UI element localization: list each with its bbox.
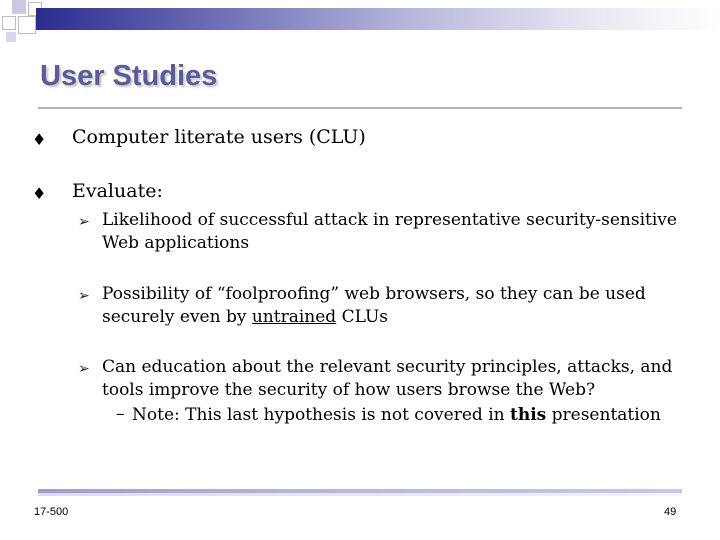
sub-item (102, 209, 682, 255)
course-number: 17-500 (34, 506, 69, 518)
sub-item-line: Web applications (102, 233, 250, 253)
bullet-text: Evaluate: (72, 180, 163, 202)
underlined-word: untrained (251, 307, 337, 327)
decorative-square (18, 16, 36, 34)
arrow-bullet-icon: ➢ (78, 361, 90, 377)
sub-item (102, 283, 682, 329)
note-prefix: Note: This last hypothesis is not covered in (132, 405, 510, 425)
decorative-square (6, 32, 16, 42)
arrow-bullet-icon: ➢ (78, 288, 90, 304)
page-number: 49 (664, 506, 677, 518)
sub-item-text: securely even by (102, 307, 252, 327)
note-emphasis: this (509, 405, 547, 425)
note-text (132, 404, 692, 427)
decorative-square (2, 16, 16, 30)
sub-item-text: CLUs (336, 307, 389, 327)
diamond-bullet-icon: ♦ (32, 184, 47, 203)
dash-bullet: – (116, 404, 125, 424)
note-suffix: presentation (546, 405, 661, 425)
footer-divider-shadow (38, 493, 682, 496)
diamond-bullet-icon: ♦ (32, 130, 47, 149)
sub-item-line: Likelihood of successful attack in representative security-sensitive (102, 210, 677, 230)
sub-item-line (102, 306, 682, 329)
sub-item-line: tools improve the security of how users browse the Web? (102, 380, 596, 400)
title-divider (38, 107, 682, 109)
decorative-square (12, 0, 26, 14)
arrow-bullet-icon: ➢ (78, 214, 90, 230)
sub-item-line: Can education about the relevant security principles, attacks, and (102, 357, 673, 377)
sub-item-line: Possibility of “foolproofing” web browsers, so they can be used (102, 284, 646, 304)
sub-item (102, 356, 682, 402)
header-gradient-bar (36, 8, 720, 30)
bullet-text: Computer literate users (CLU) (72, 126, 366, 148)
slide-title: User Studies (40, 60, 218, 92)
